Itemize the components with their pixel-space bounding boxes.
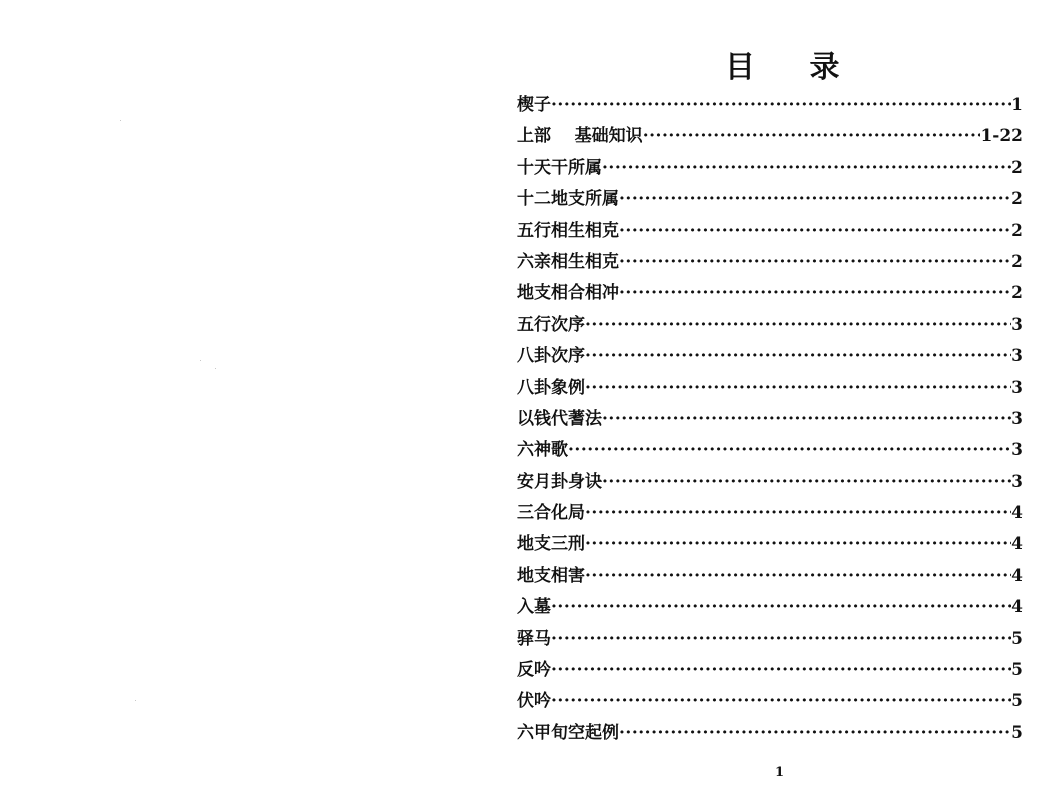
toc-entry-label: 以钱代蓍法 (517, 408, 602, 429)
toc-entry-page: 3 (1011, 408, 1023, 429)
dot-leader (619, 184, 1011, 215)
toc-entry-page: 5 (1011, 691, 1023, 712)
toc-entry-label: 伏吟 (517, 691, 551, 712)
toc-entry (517, 216, 1023, 247)
dot-leader (551, 655, 1011, 686)
toc-entry (517, 561, 1023, 592)
toc-entry-page: 4 (1011, 534, 1023, 555)
toc-entry (517, 184, 1023, 215)
toc-entry-label: 安月卦身诀 (517, 471, 602, 492)
toc-entry-label: 三合化局 (517, 503, 585, 524)
toc-entry-page: 5 (1011, 660, 1023, 681)
toc-entry-label: 上部 基础知识 (517, 126, 643, 147)
toc-entry (517, 278, 1023, 309)
toc-entry-label: 六亲相生相克 (517, 251, 619, 272)
toc-entry-page: 4 (1011, 565, 1023, 586)
dot-leader (551, 592, 1011, 623)
page-number: 1 (775, 765, 785, 780)
dot-leader (585, 373, 1011, 404)
scan-speck (215, 368, 216, 369)
dot-leader (568, 435, 1011, 466)
dot-leader (585, 310, 1011, 341)
toc-entry-page: 3 (1011, 377, 1023, 398)
toc-entry (517, 686, 1023, 717)
dot-leader (551, 686, 1011, 717)
toc-entry-label: 地支相害 (517, 565, 585, 586)
toc-entry-label: 八卦次序 (517, 346, 585, 367)
dot-leader (585, 341, 1011, 372)
toc-entry (517, 310, 1023, 341)
dot-leader (619, 216, 1011, 247)
dot-leader (585, 498, 1011, 529)
toc-entry-page: 3 (1011, 440, 1023, 461)
toc-entry-label: 楔子 (517, 95, 551, 115)
scan-speck (120, 120, 121, 121)
toc-entry (517, 498, 1023, 529)
toc-entry (517, 467, 1023, 498)
toc-entry (517, 404, 1023, 435)
toc-entry-label: 驿马 (517, 628, 551, 649)
toc-entry (517, 247, 1023, 278)
dot-leader (619, 278, 1011, 309)
scan-speck (135, 700, 136, 701)
toc-entry (517, 718, 1023, 749)
toc-entry-page: 2 (1011, 220, 1023, 241)
toc-entry-label: 地支三刑 (517, 534, 585, 555)
toc-entry-page: 3 (1011, 346, 1023, 367)
dot-leader (643, 121, 981, 152)
toc-entry-page: 4 (1011, 503, 1023, 524)
dot-leader (602, 404, 1011, 435)
toc-entry-label: 地支相合相冲 (517, 283, 619, 304)
toc-entry-page: 2 (1011, 189, 1023, 210)
dot-leader (585, 529, 1011, 560)
dot-leader (602, 467, 1011, 498)
toc-entry (517, 121, 1023, 152)
toc-entry-page: 2 (1011, 251, 1023, 272)
toc-entry-label: 六甲旬空起例 (517, 722, 619, 743)
toc-entry-label: 六神歌 (517, 440, 568, 461)
toc-entry-label: 十二地支所属 (517, 189, 619, 210)
toc-page (505, 0, 1049, 792)
blank-left-page (0, 0, 505, 792)
toc-entry (517, 624, 1023, 655)
toc-entry (517, 341, 1023, 372)
toc-entry-label: 五行次序 (517, 314, 585, 335)
toc-entry-label: 八卦象例 (517, 377, 585, 398)
toc-title: 目 录 (725, 50, 862, 85)
toc-list (517, 90, 1023, 749)
toc-entry (517, 592, 1023, 623)
toc-entry-label: 入墓 (517, 597, 551, 618)
toc-entry (517, 529, 1023, 560)
toc-entry-page: 1 (1011, 95, 1023, 115)
toc-entry-page: 4 (1011, 597, 1023, 618)
toc-entry (517, 435, 1023, 466)
dot-leader (551, 90, 1011, 121)
dot-leader (602, 153, 1011, 184)
toc-entry-page: 3 (1011, 314, 1023, 335)
dot-leader (585, 561, 1011, 592)
toc-entry (517, 90, 1023, 121)
toc-entry-page: 5 (1011, 628, 1023, 649)
toc-entry-label: 五行相生相克 (517, 220, 619, 241)
dot-leader (551, 624, 1011, 655)
toc-entry-label: 十天干所属 (517, 157, 602, 178)
toc-entry (517, 655, 1023, 686)
toc-entry-page: 2 (1011, 157, 1023, 178)
toc-entry (517, 373, 1023, 404)
toc-entry-page: 2 (1011, 283, 1023, 304)
toc-entry-page: 1-22 (980, 126, 1023, 147)
toc-entry-label: 反吟 (517, 660, 551, 681)
scan-speck (200, 360, 201, 361)
toc-entry-page: 3 (1011, 471, 1023, 492)
toc-entry-page: 5 (1011, 722, 1023, 743)
toc-entry (517, 153, 1023, 184)
dot-leader (619, 718, 1011, 749)
dot-leader (619, 247, 1011, 278)
